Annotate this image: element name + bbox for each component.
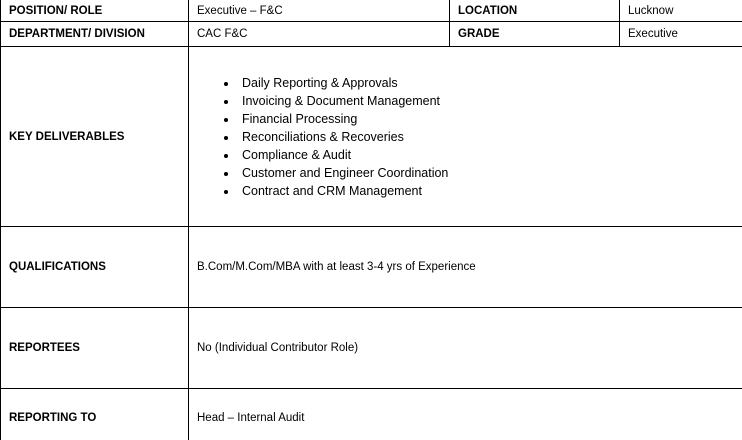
qualifications-label: QUALIFICATIONS (1, 227, 189, 308)
qualifications-value: B.Com/M.Com/MBA with at least 3-4 yrs of Experience (189, 227, 742, 308)
reportees-value: No (Individual Contributor Role) (189, 308, 742, 389)
table-row (1, 47, 742, 227)
grade-label: GRADE (450, 22, 620, 47)
list-item: • Compliance & Audit (238, 146, 742, 164)
location-label: LOCATION (450, 0, 620, 22)
grade-value: Executive (620, 22, 742, 47)
table-row (1, 227, 742, 308)
key-deliverables-label: KEY DELIVERABLES (1, 47, 189, 227)
list-item: • Customer and Engineer Coordination (238, 164, 742, 182)
key-deliverables-cell (189, 47, 742, 227)
table-row (1, 389, 742, 440)
table-row (1, 22, 742, 47)
list-item: • Daily Reporting & Approvals (238, 74, 742, 92)
key-deliverables-list (197, 74, 742, 200)
location-value: Lucknow (620, 0, 742, 22)
list-item: • Invoicing & Document Management (238, 92, 742, 110)
table-row (1, 308, 742, 389)
reporting-to-label: REPORTING TO (1, 389, 189, 440)
position-value: Executive – F&C (189, 0, 450, 22)
list-item: • Reconciliations & Recoveries (238, 128, 742, 146)
reporting-to-value: Head – Internal Audit (189, 389, 742, 440)
list-item: • Contract and CRM Management (238, 182, 742, 200)
department-label: DEPARTMENT/ DIVISION (1, 22, 189, 47)
department-value: CAC F&C (189, 22, 450, 47)
table-row (1, 0, 742, 22)
position-label: POSITION/ ROLE (1, 0, 189, 22)
reportees-label: REPORTEES (1, 308, 189, 389)
list-item: • Financial Processing (238, 110, 742, 128)
